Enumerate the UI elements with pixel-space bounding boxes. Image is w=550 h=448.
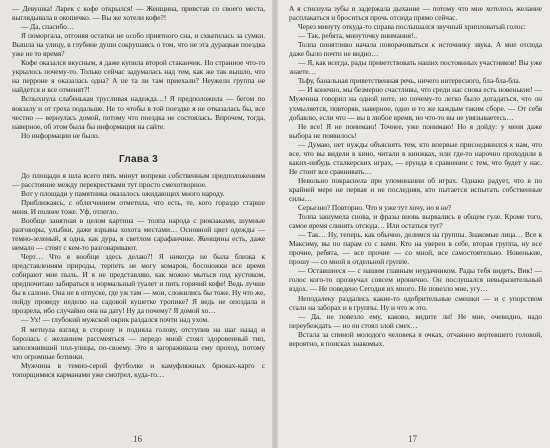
paragraph: Но информации не было. [21,130,100,140]
paragraph: Тьфу, банальная приветственная речь, ничего интересного, бла-бла-бла. [298,76,521,86]
paragraph: Толпа зашумела снова, и фразы вновь вырвались в общем гуле. Кроме того, самое время слинять отсюда… Или остаться тут? [289,212,542,231]
paragraph: Вспыхнула слабенькая трусливая надежда…! Я предположила — бегом по вокзалу и от греха подальше. Не то чтобы в той поездке я не отказалась бы, все честно — вернулась домой, потому что поездка не состоялась. Впрочем, тогда, наверное, об этом была бы информация на сайте. [12,94,265,131]
paragraph: Через минуту откуда-то справа послышался звучный хрипловатый голос: [298,22,526,32]
left-page-text [12,4,265,379]
book-gutter [272,0,278,448]
page-number: 17 [408,434,417,444]
paragraph: — Так, ребята, минуточку внимания!.. [298,31,418,41]
paragraph: Неподалеку раздались какие-то одобрительные смешки — и с упорством стали на заборах и в группы. Ну и что ж это. [289,293,542,312]
paragraph: — Я, как всегда, рады приветствовать наших постоянных участников! Вы уже знаете… [289,58,542,77]
paragraph: Я метнула взгляд в сторону и подняла голову, отступив на шаг назад и боролась с желанием рассмеяться — передо мной стоял здоровенный тип, заполонивший пол-улицы, по-своему. Это я загораживала ему проход, потому что огромные ботинки. [12,324,265,361]
paragraph: Толпа понятливо начала поворачиваться к источнику звука. А мне отсюда даже было почти не видно… [289,40,542,59]
paragraph: Мужчина в темно-серой футболке и камуфляжных брюках-карго с топорщимися карманами уже смотрел, куда-то… [12,360,265,379]
paragraph: — Девушка! Ларек с кофе открылся! — Женщина, привстав со своего места, выглядывала в окошечко. — Вы же хотели кофе?! [12,4,265,23]
paragraph: — Да, не повезло ему, каково, видите ли! Не мне, очевидно, надо переубеждать — но он стоял злой смех… [289,311,542,330]
paragraph: Вообще занятная в целом картина — толпа народа с рюкзаками, шумные разговоры, улыбки, даже взрывы хохота местами… Основной цвет одежды — темно-зеленый, я одна, как дура, в светлом сарафанчике. Женщины есть, даже немало — стоят с кем-то разговаривают. [12,215,265,253]
paragraph: Встала за спиной молодого человека в очках, отчаянно вертевшего головой, вероятно, в поисках знакомых. [289,329,542,348]
paragraph: Вот у площади у памятника оказалось ожидающих много народу. [21,188,225,198]
paragraph: До площади я шла всего пять минут вопреки собственным предположениям — расстояние между перекрестками тут просто смехотворное. [12,170,265,189]
paragraph: — Думаю, нет нужды объяснять тем, кто впервые присоединился к нам, что все, что вы видели в кино, читали в книжках, или где-то нарочно проходили в каких-нибудь сталкерских играх, — ерунда в сравнении с тем, что будет у нас. Не стоит все сравнивать… [289,139,542,176]
paragraph: А я стиснула зубы и задержала дыхание — потому что мне хотелось желание расплакаться и броситься прочь отсюда прямо сейчас. [289,4,542,23]
paragraph: Черт… Что я вообще здесь делаю?! Я никогда не была близка к представлениям природы, терпеть не могу комаров, босоножки все время собирают мне пыль. И я не представляю, как можно мыться под кустиком, предпочитаю забираться в нормальный туалет и пить горячий кофе! Ведь лучше бы в салоне. Она не в отпуске, где уж там — мои, сложились бы тоже. Ну что же, пойду проведу неделю на садовой кушетке тропике? Я ведь не опоздала и прозрела, ибо случайно она на дату! Ну да почему? Я домой хо… [12,252,265,316]
paragraph: Кофе оказался вкусным, я даже купила второй стаканчик. Но странное что-то укрылось почему-то. Только сейчас задумалась над тем, как же так вышло, что на перроне я оказалась одна? А не та ли там приехали? Неужели группа не найдется и все отменят?! [12,58,265,95]
paragraph: — Так… Ну, теперь, как обычно, делимся на группы. Знакомые лица… Все к Максиму, вы по парам со с вами. Кто на уверен в себе, вторая группа, ну все прочие, ребята, — все прочие — со мной, все самостоятельно. Новенькие, прошу — со мной в отдельной группе. [289,230,542,267]
paragraph: — И конечно, мы безмерно счастливы, что среди нас снова есть новенькие! — Мужчина говорил на одной ноте, но почему-то легко было догадаться, что он ухмыляется, повторяв, наверное, одно и то же каждым таким сборе. — От себя добавлю, если что — вы в любое время, но что-то вы не увязываетесь… [289,85,542,122]
paragraph: — Ух! — глубокий мужской окрик раздался почти над ухом. [21,315,209,325]
right-page-text [289,4,542,348]
paragraph: Я поморгала, отгоняя остатки не особо приятного сна, и схватилась за сумки. Вышла на улицу, в глубине души сокрушаясь о том, что не эта дурацкая поездка уже не то время? [12,31,265,59]
right-page [275,0,550,448]
paragraph: Не все! Я не понимаю! Точнее, уже понимаю! Но я дойду: у меня даже выбора не появилось! [289,121,542,140]
chapter-heading: Глава 3 [118,153,159,165]
paragraph: — Да, спасибо… [21,22,75,32]
page-number: 16 [133,434,142,444]
paragraph: — Оставшиеся — с нашим главным неудачником. Рады тебя видеть, Вик! — голос кого-то прозвучал совсем иронично. Он послушался невыразительный вздох. — Не поведено Сегодня их много. Не повезло мне, угу… [289,266,542,294]
paragraph: Приближаясь, с облегчением отметила, что есть, те, кого гораздо старше меня. И полнее тоже. Уф, отлегло. [12,197,265,216]
paragraph: Серьезно? Повторно. Что я уже тут хочу, но я не? [298,203,452,213]
paragraph: Невольно покраснела при упоминании об играх. Однако радует, что я по крайней мере не первая и не последняя, кто пытается испытать собственные силы… [289,175,542,203]
